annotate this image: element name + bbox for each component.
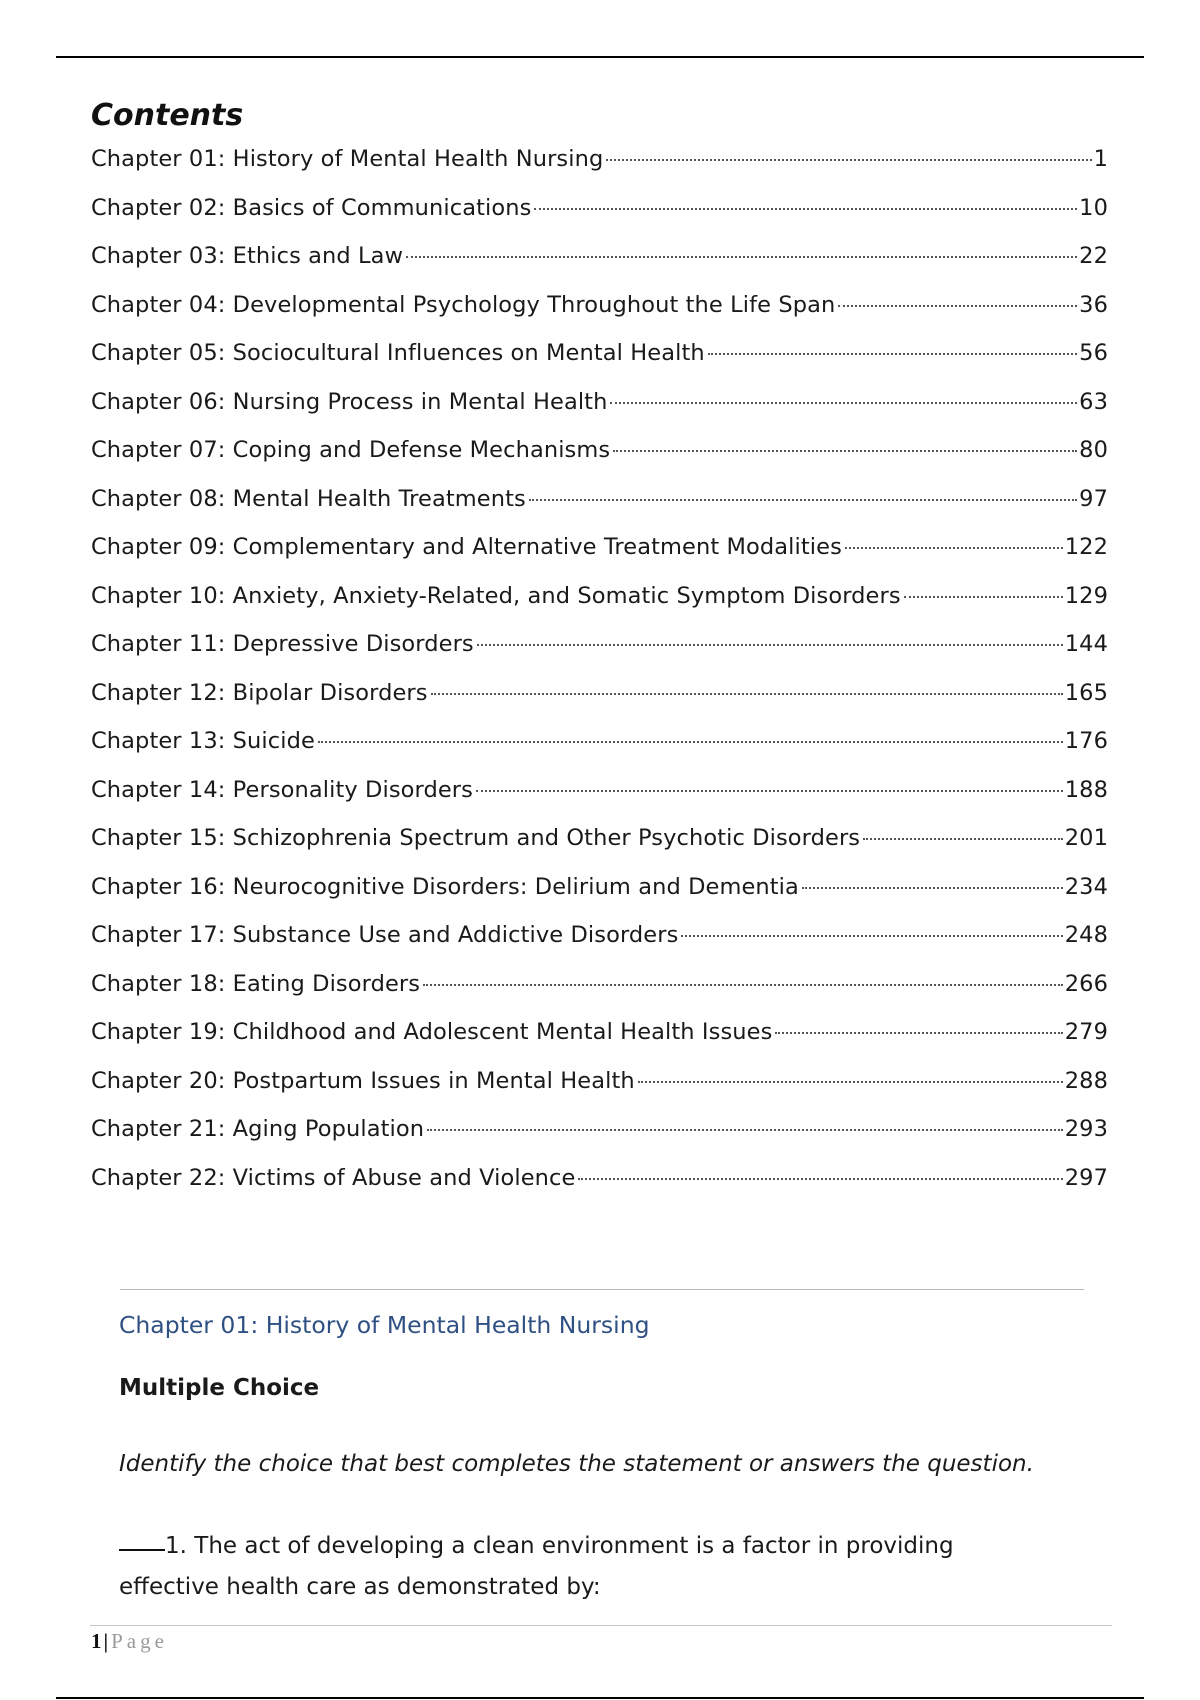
toc-entry-title: Chapter 04: Developmental Psychology Throughout the Life Span — [91, 291, 836, 318]
toc-entry[interactable] — [91, 486, 1108, 535]
toc-entry-title: Chapter 07: Coping and Defense Mechanisms — [91, 437, 611, 463]
toc-entry-page: 266 — [1064, 970, 1108, 997]
toc-entry-page: 97 — [1079, 485, 1108, 512]
toc-entry-page: 122 — [1064, 534, 1108, 560]
toc-entry-title: Chapter 01: History of Mental Health Nursing — [91, 146, 604, 172]
toc-entry-title: Chapter 16: Neurocognitive Disorders: Delirium and Dementia — [91, 873, 799, 900]
footer-divider — [90, 1625, 1112, 1626]
toc-entry-title: Chapter 10: Anxiety, Anxiety-Related, and Somatic Symptom Disorders — [91, 582, 901, 609]
toc-dot-leader — [863, 838, 1063, 840]
toc-entry[interactable] — [91, 631, 1108, 680]
toc-entry-page: 36 — [1079, 291, 1108, 318]
toc-entry[interactable] — [91, 243, 1108, 292]
toc-entry[interactable] — [91, 195, 1108, 244]
toc-dot-leader — [534, 208, 1077, 210]
toc-entry[interactable] — [91, 340, 1108, 389]
question-number: 1. — [165, 1533, 187, 1559]
toc-dot-leader — [318, 741, 1063, 743]
toc-entry-page: 144 — [1064, 631, 1108, 657]
toc-entry[interactable] — [91, 1019, 1108, 1068]
toc-entry[interactable] — [91, 971, 1108, 1020]
toc-dot-leader — [423, 984, 1063, 986]
question-1 — [119, 1526, 1019, 1608]
toc-dot-leader — [427, 1129, 1063, 1131]
toc-entry-title: Chapter 06: Nursing Process in Mental Health — [91, 388, 608, 415]
toc-entry-title: Chapter 03: Ethics and Law — [91, 243, 404, 269]
toc-entry-title: Chapter 02: Basics of Communications — [91, 194, 532, 221]
toc-entry-page: 188 — [1064, 776, 1108, 803]
toc-heading: Contents — [91, 98, 244, 133]
toc-entry[interactable] — [91, 922, 1108, 971]
toc-entry-title: Chapter 11: Depressive Disorders — [91, 631, 474, 657]
toc-entry-title: Chapter 15: Schizophrenia Spectrum and Other Psychotic Disorders — [91, 825, 861, 851]
toc-entry-page: 80 — [1079, 437, 1108, 463]
toc-dot-leader — [406, 256, 1077, 258]
question-text-line1: The act of developing a clean environment is a factor in providing — [194, 1533, 954, 1559]
toc-entry[interactable] — [91, 825, 1108, 874]
toc-entry-page: 22 — [1079, 243, 1108, 269]
toc-entry-page: 234 — [1064, 873, 1108, 900]
toc-dot-leader — [904, 596, 1063, 598]
toc-entry-title: Chapter 21: Aging Population — [91, 1116, 425, 1142]
toc-entry[interactable] — [91, 437, 1108, 486]
toc-entry-title: Chapter 05: Sociocultural Influences on Mental Health — [91, 340, 705, 366]
toc-entry-title: Chapter 13: Suicide — [91, 728, 315, 754]
toc-entry-page: 63 — [1079, 388, 1108, 415]
toc-entry-page: 10 — [1079, 194, 1108, 221]
toc-dot-leader — [845, 547, 1063, 549]
toc-dot-leader — [775, 1032, 1062, 1034]
toc-dot-leader — [610, 402, 1077, 404]
toc-dot-leader — [838, 305, 1077, 307]
toc-entry-title: Chapter 18: Eating Disorders — [91, 970, 421, 997]
toc-entry[interactable] — [91, 292, 1108, 341]
section-divider — [120, 1289, 1084, 1290]
answer-blank — [119, 1549, 165, 1551]
question-text-line2: effective health care as demonstrated by: — [119, 1574, 601, 1600]
toc-entry-title: Chapter 20: Postpartum Issues in Mental Health — [91, 1067, 635, 1094]
toc-entry[interactable] — [91, 1165, 1108, 1214]
toc-entry-title: Chapter 12: Bipolar Disorders — [91, 679, 428, 706]
footer-page-label: Page — [111, 1629, 168, 1653]
toc-entry[interactable] — [91, 777, 1108, 826]
toc-dot-leader — [477, 644, 1063, 646]
toc-entry-page: 129 — [1064, 582, 1108, 609]
toc-entry[interactable] — [91, 534, 1108, 583]
toc-entry-page: 293 — [1064, 1116, 1108, 1142]
toc-entry-title: Chapter 17: Substance Use and Addictive Disorders — [91, 922, 679, 948]
page-footer — [91, 1629, 168, 1654]
table-of-contents — [91, 146, 1108, 1213]
footer-separator: | — [103, 1629, 109, 1653]
toc-dot-leader — [606, 159, 1091, 161]
toc-dot-leader — [529, 499, 1077, 501]
toc-entry-page: 56 — [1079, 340, 1108, 366]
toc-entry[interactable] — [91, 583, 1108, 632]
toc-dot-leader — [802, 887, 1063, 889]
toc-entry[interactable] — [91, 146, 1108, 195]
toc-entry[interactable] — [91, 874, 1108, 923]
toc-dot-leader — [638, 1081, 1063, 1083]
toc-entry-page: 288 — [1064, 1067, 1108, 1094]
toc-entry-page: 279 — [1064, 1019, 1108, 1045]
top-border-rule — [56, 56, 1144, 58]
toc-entry[interactable] — [91, 680, 1108, 729]
toc-dot-leader — [476, 790, 1063, 792]
toc-entry[interactable] — [91, 728, 1108, 777]
footer-page-number: 1 — [91, 1629, 102, 1653]
toc-entry-page: 176 — [1064, 728, 1108, 754]
bottom-border-rule — [56, 1697, 1144, 1699]
chapter-heading: Chapter 01: History of Mental Health Nursing — [119, 1311, 650, 1339]
toc-dot-leader — [681, 935, 1062, 937]
toc-entry[interactable] — [91, 389, 1108, 438]
toc-entry-title: Chapter 08: Mental Health Treatments — [91, 485, 526, 512]
toc-entry-page: 297 — [1064, 1164, 1108, 1191]
toc-entry-title: Chapter 09: Complementary and Alternative Treatment Modalities — [91, 534, 842, 560]
toc-entry[interactable] — [91, 1116, 1108, 1165]
instruction-text: Identify the choice that best completes the statement or answers the question. — [119, 1451, 1034, 1477]
toc-entry-page: 201 — [1064, 825, 1108, 851]
toc-entry-page: 248 — [1064, 922, 1108, 948]
toc-dot-leader — [613, 450, 1077, 452]
toc-dot-leader — [578, 1178, 1062, 1180]
toc-dot-leader — [708, 353, 1077, 355]
toc-entry-title: Chapter 19: Childhood and Adolescent Mental Health Issues — [91, 1019, 773, 1045]
toc-entry-title: Chapter 14: Personality Disorders — [91, 776, 473, 803]
toc-entry-page: 165 — [1064, 679, 1108, 706]
toc-dot-leader — [431, 693, 1063, 695]
toc-entry-title: Chapter 22: Victims of Abuse and Violence — [91, 1164, 576, 1191]
toc-entry[interactable] — [91, 1068, 1108, 1117]
toc-entry-page: 1 — [1093, 146, 1108, 172]
question-type-heading: Multiple Choice — [119, 1375, 320, 1401]
